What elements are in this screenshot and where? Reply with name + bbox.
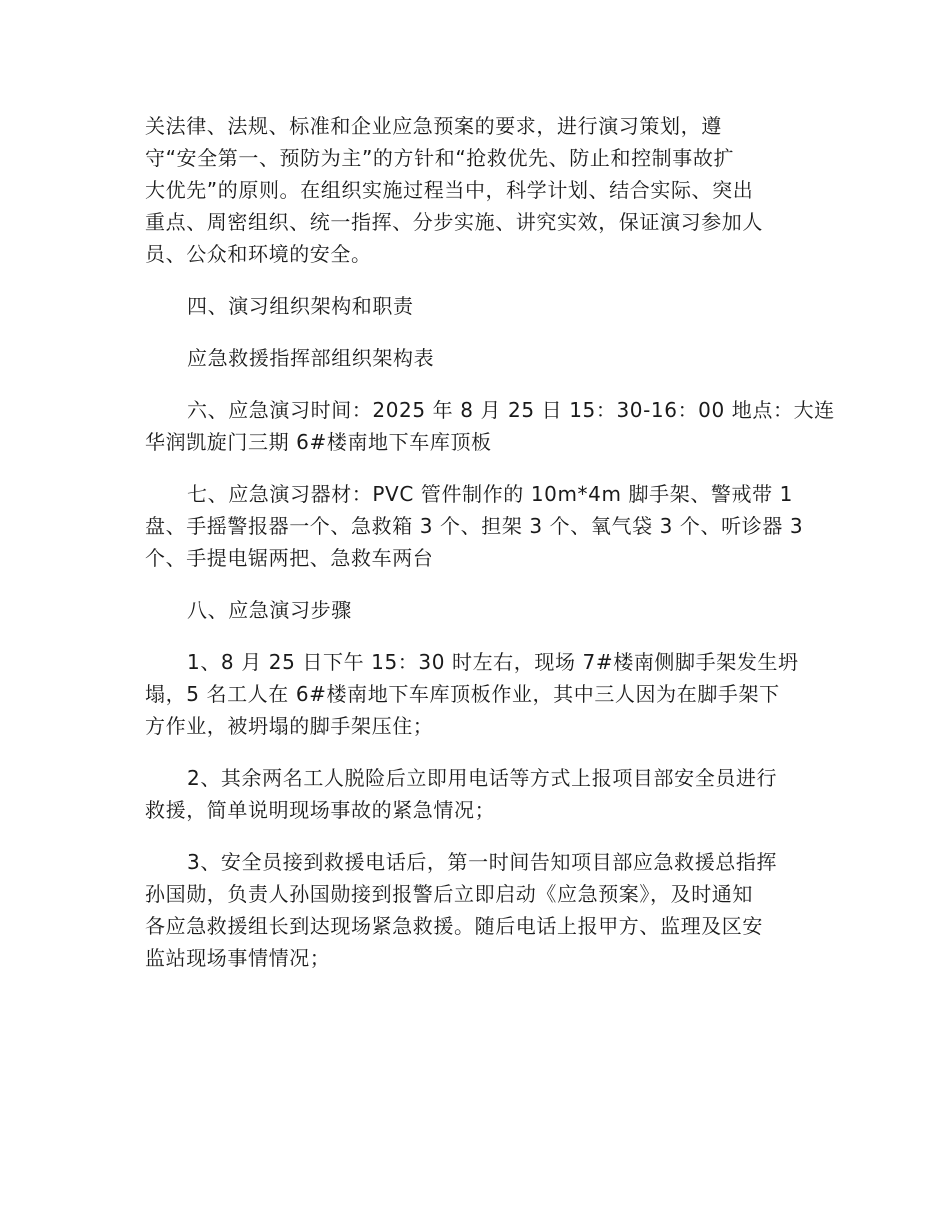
drill-step-2 bbox=[145, 762, 810, 826]
text-line: 监站现场事情情况； bbox=[145, 946, 331, 970]
document-page bbox=[145, 110, 835, 974]
text-line: 个、手提电锯两把、急救车两台 bbox=[145, 546, 434, 570]
heading-line: 应急救援指挥部组织架构表 bbox=[187, 346, 435, 370]
section-heading-8 bbox=[145, 594, 810, 626]
text-line: 大优先”的原则。在组织实施过程当中，科学计划、结合实际、突出 bbox=[145, 178, 754, 202]
text-line: 守“安全第一、预防为主”的方针和“抢救优先、防止和控制事故扩 bbox=[145, 146, 735, 170]
text-line: 方作业，被坍塌的脚手架压住； bbox=[145, 714, 434, 738]
text-line: 员、公众和环境的安全。 bbox=[145, 242, 372, 266]
text-line: 塌，5 名工人在 6#楼南地下车库顶板作业，其中三人因为在脚手架下 bbox=[145, 682, 780, 706]
text-line: 华润凯旋门三期 6#楼南地下车库顶板 bbox=[145, 430, 492, 454]
drill-step-3 bbox=[145, 846, 810, 974]
text-line: 重点、周密组织、统一指挥、分步实施、讲究实效，保证演习参加人 bbox=[145, 210, 763, 234]
drill-step-1 bbox=[145, 646, 810, 742]
text-line: 关法律、法规、标准和企业应急预案的要求，进行演习策划，遵 bbox=[145, 114, 722, 138]
section-heading-4 bbox=[145, 290, 810, 322]
org-table-title bbox=[145, 342, 810, 374]
text-line: 各应急救援组长到达现场紧急救援。随后电话上报甲方、监理及区安 bbox=[145, 914, 763, 938]
text-line: 救援，简单说明现场事故的紧急情况； bbox=[145, 798, 496, 822]
text-line: 盘、手摇警报器一个、急救箱 3 个、担架 3 个、氧气袋 3 个、听诊器 3 bbox=[145, 514, 804, 538]
text-line: 2、其余两名工人脱险后立即用电话等方式上报项目部安全员进行 bbox=[187, 766, 778, 790]
text-line: 孙国勋，负责人孙国勋接到报警后立即启动《应急预案》，及时通知 bbox=[145, 882, 753, 906]
text-line: 七、应急演习器材：PVC 管件制作的 10m*4m 脚手架、警戒带 1 bbox=[187, 482, 793, 506]
text-line: 六、应急演习时间：2025 年 8 月 25 日 15：30-16：00 地点：大连 bbox=[187, 398, 835, 422]
section-7-equipment bbox=[145, 478, 810, 574]
section-6-time-location bbox=[145, 394, 835, 458]
heading-line: 四、演习组织架构和职责 bbox=[187, 294, 414, 318]
heading-line: 八、应急演习步骤 bbox=[187, 598, 352, 622]
text-line: 1、8 月 25 日下午 15：30 时左右，现场 7#楼南侧脚手架发生坍 bbox=[187, 650, 799, 674]
paragraph-principles bbox=[145, 110, 810, 270]
text-line: 3、安全员接到救援电话后，第一时间告知项目部应急救援总指挥 bbox=[187, 850, 778, 874]
